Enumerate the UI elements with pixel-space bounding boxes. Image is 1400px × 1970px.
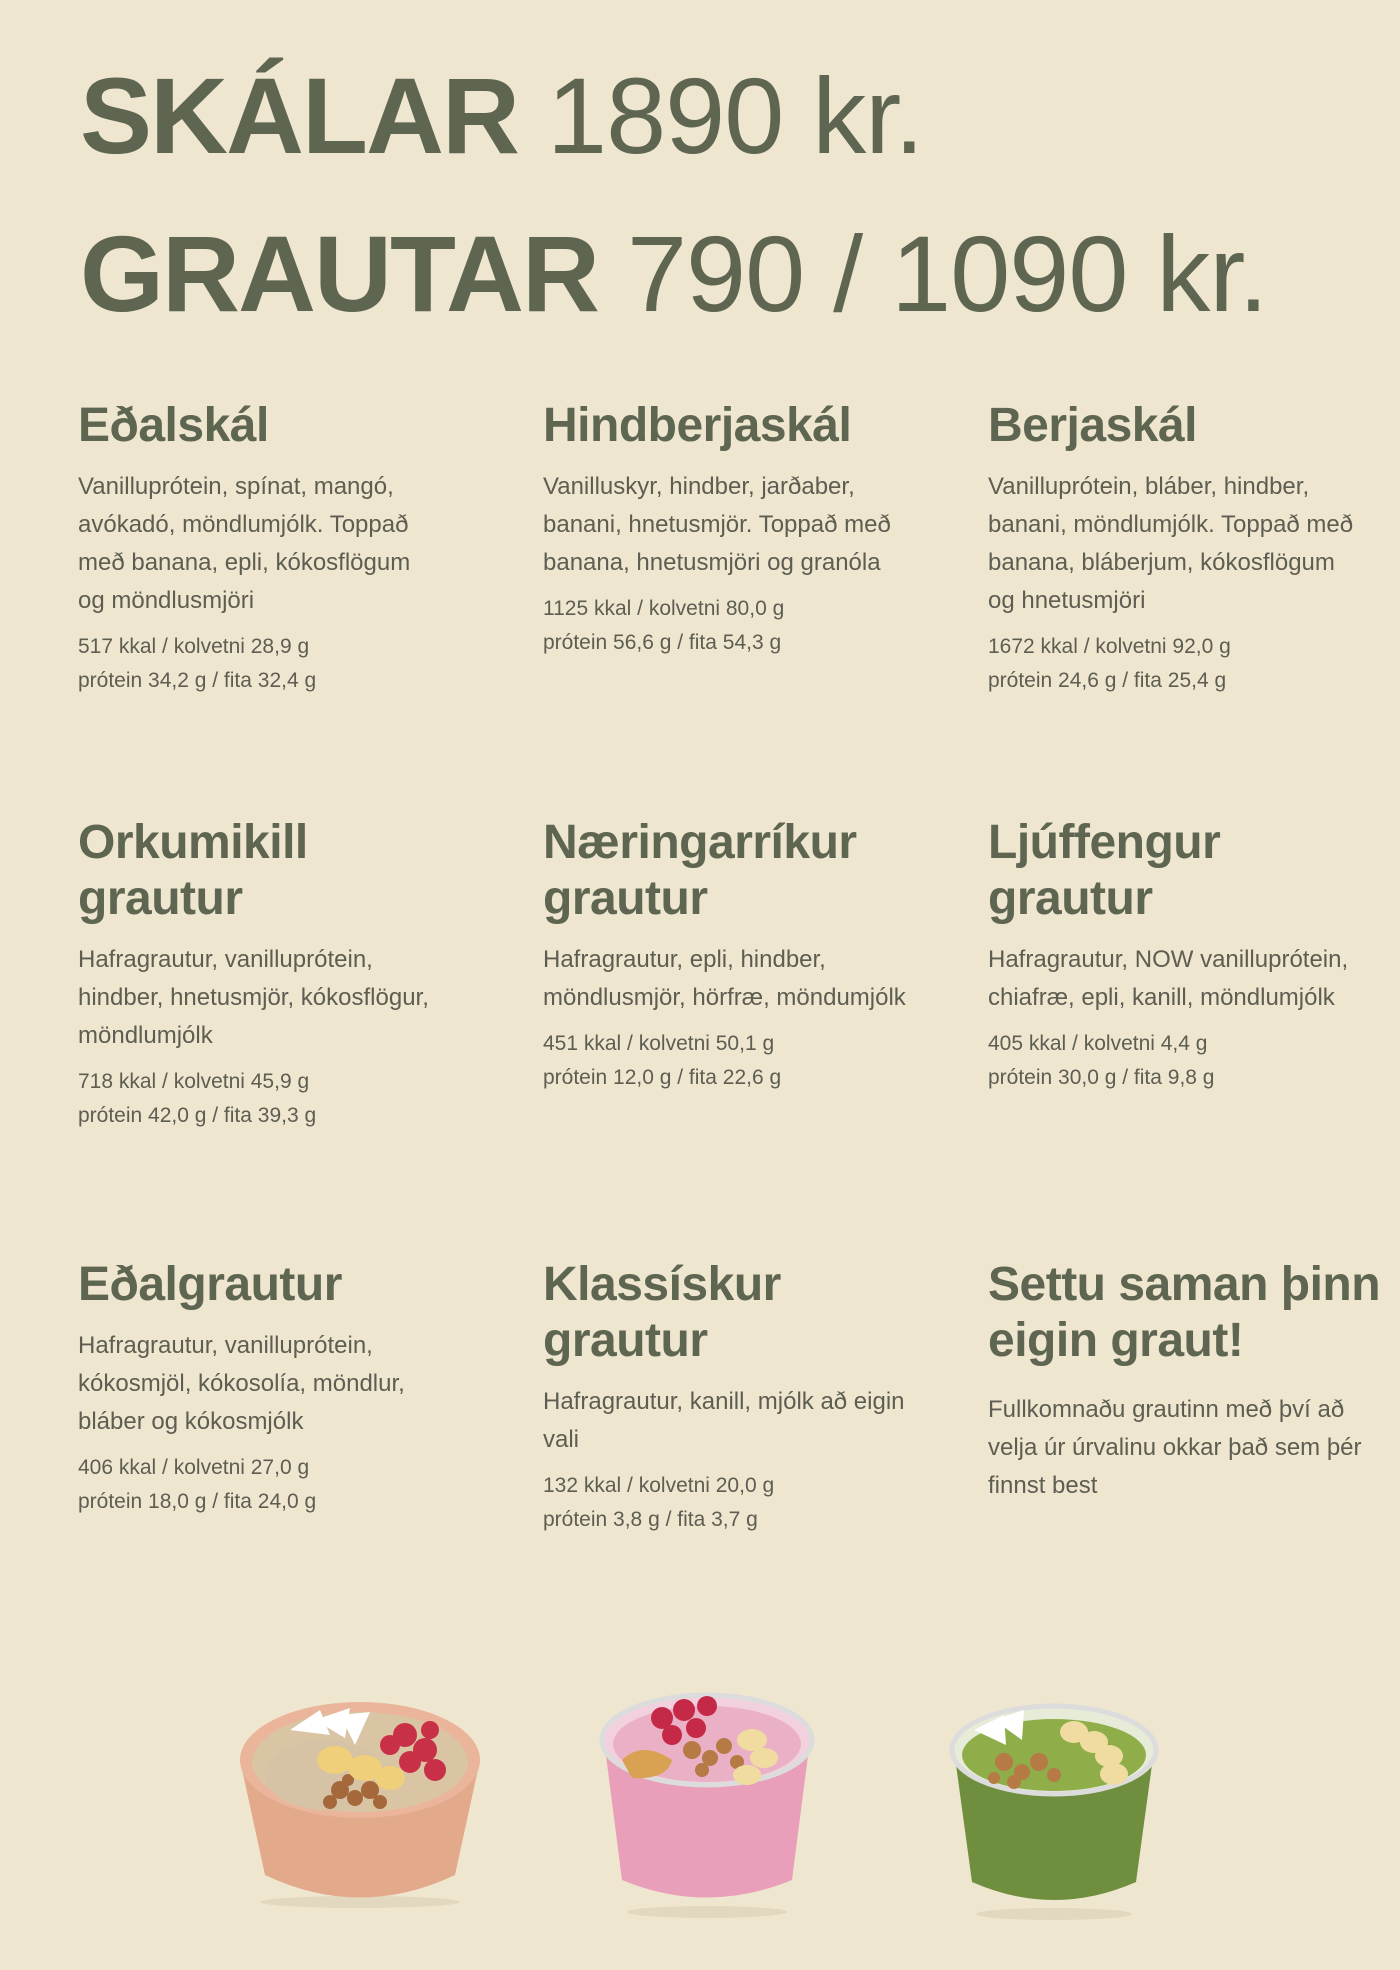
item-description: Hafragrautur, epli, hindber, möndlusmjör, hörfræ, möndumjólk	[543, 946, 906, 1011]
item-description: Hafragrautur, vanilluprótein, kókosmjöl, kókosolía, möndlur, bláber og kókosmjólk	[78, 1332, 405, 1435]
item-nutrition	[988, 630, 1378, 698]
item-title: Ljúffengur grautur	[988, 816, 1221, 925]
item-title: Berjaskál	[988, 399, 1197, 452]
item-title: Settu saman þinn eigin graut!	[988, 1258, 1381, 1367]
menu-item-berjaskal	[988, 398, 1378, 698]
headline-grautar-name: GRAUTAR	[80, 213, 598, 334]
item-nutrition-line1: 718 kkal / kolvetni 45,9 g	[78, 1070, 310, 1093]
menu-item-klassiskur-grautur	[543, 1257, 923, 1537]
item-nutrition-line2: prótein 24,6 g / fita 25,4 g	[988, 669, 1227, 692]
item-title: Klassískur grautur	[543, 1258, 781, 1367]
item-title: Næringarríkur grautur	[543, 816, 857, 925]
item-description: Vanilluskyr, hindber, jarðaber, banani, hnetusmjör. Toppað með banana, hnetusmjöri og granóla	[543, 473, 891, 576]
item-nutrition	[543, 1027, 963, 1095]
headline-grautar-price: 790 / 1090 kr.	[626, 213, 1268, 334]
item-nutrition-line2: prótein 56,6 g / fita 54,3 g	[543, 631, 782, 654]
item-nutrition-line1: 1125 kkal / kolvetni 80,0 g	[543, 597, 785, 620]
item-description: Vanilluprótein, bláber, hindber, banani, möndlumjólk. Toppað með banana, bláberjum, kókosflögum og hnetusmjöri	[988, 473, 1354, 614]
oatmeal-bowl-icon	[230, 1690, 490, 1910]
menu-item-edalskal	[78, 398, 498, 698]
item-description: Hafragrautur, kanill, mjólk að eigin vali	[543, 1388, 905, 1453]
item-nutrition-line2: prótein 3,8 g / fita 3,7 g	[543, 1508, 758, 1531]
item-nutrition	[78, 1065, 458, 1133]
item-nutrition-line1: 517 kkal / kolvetni 28,9 g	[78, 635, 310, 658]
item-title: Eðalgrautur	[78, 1258, 342, 1311]
menu-item-settu-saman	[988, 1257, 1388, 1505]
green-smoothie-bowl-icon	[944, 1690, 1164, 1920]
menu-item-naeringarrikur-grautur	[543, 815, 963, 1095]
item-nutrition	[78, 1451, 458, 1519]
item-title: Hindberjaskál	[543, 399, 852, 452]
item-nutrition	[78, 630, 498, 698]
item-nutrition-line1: 406 kkal / kolvetni 27,0 g	[78, 1456, 310, 1479]
item-title: Eðalskál	[78, 399, 269, 452]
item-description: Fullkomnaðu grautinn með því að velja úr úrvalinu okkar það sem þér finnst best	[988, 1396, 1362, 1499]
item-nutrition-line2: prótein 30,0 g / fita 9,8 g	[988, 1066, 1215, 1089]
item-nutrition-line2: prótein 34,2 g / fita 32,4 g	[78, 669, 317, 692]
headline-skalar-name: SKÁLAR	[80, 55, 518, 176]
item-nutrition-line1: 451 kkal / kolvetni 50,1 g	[543, 1032, 775, 1055]
item-nutrition-line2: prótein 42,0 g / fita 39,3 g	[78, 1104, 317, 1127]
item-nutrition-line2: prótein 12,0 g / fita 22,6 g	[543, 1066, 782, 1089]
item-nutrition	[543, 1469, 923, 1537]
raspberry-smoothie-bowl-icon	[592, 1680, 822, 1920]
item-nutrition-line1: 405 kkal / kolvetni 4,4 g	[988, 1032, 1208, 1055]
item-nutrition	[543, 592, 963, 660]
menu-item-ljuffengur-grautur	[988, 815, 1378, 1095]
item-description: Vanilluprótein, spínat, mangó, avókadó, möndlumjólk. Toppað með banana, epli, kókosflögum og möndlusmjöri	[78, 473, 411, 614]
headline-grautar	[80, 213, 1268, 334]
item-nutrition-line1: 132 kkal / kolvetni 20,0 g	[543, 1474, 775, 1497]
item-nutrition-line1: 1672 kkal / kolvetni 92,0 g	[988, 635, 1231, 658]
item-description: Hafragrautur, vanilluprótein, hindber, hnetusmjör, kókosflögur, möndlumjólk	[78, 946, 429, 1049]
menu-item-orkumikill-grautur	[78, 815, 458, 1133]
menu-item-hindberjaskal	[543, 398, 963, 660]
item-title: Orkumikill grautur	[78, 816, 308, 925]
headline-skalar-price: 1890 kr.	[547, 55, 924, 176]
item-description: Hafragrautur, NOW vanilluprótein, chiafræ, epli, kanill, möndlumjólk	[988, 946, 1349, 1011]
item-nutrition	[988, 1027, 1378, 1095]
item-nutrition-line2: prótein 18,0 g / fita 24,0 g	[78, 1490, 317, 1513]
headline-skalar	[80, 55, 924, 176]
menu-item-edalgrautur	[78, 1257, 458, 1519]
